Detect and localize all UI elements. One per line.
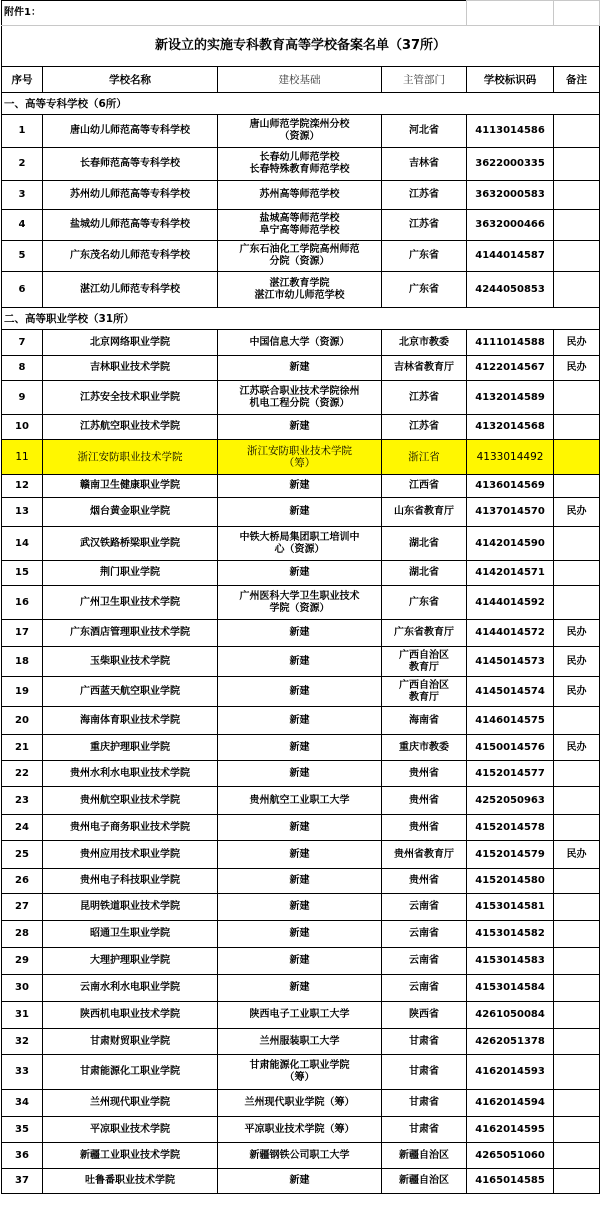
cell-basis: 新建: [218, 869, 382, 894]
cell-school-name: 陕西机电职业技术学院: [43, 1002, 218, 1029]
cell-department: 贵州省: [382, 761, 467, 787]
cell-basis: 新建: [218, 841, 382, 869]
cell-note: [554, 181, 600, 210]
cell-department: 江西省: [382, 475, 467, 498]
cell-code: 4244050853: [467, 272, 554, 308]
table-row: [2, 1117, 600, 1143]
cell-school-name: 重庆护理职业学院: [43, 735, 218, 761]
cell-note: [554, 440, 600, 475]
table-row: [2, 475, 600, 498]
header-name: 学校名称: [43, 67, 218, 93]
cell-department: 甘肃省: [382, 1117, 467, 1143]
table-row: [2, 1143, 600, 1169]
table-row: [2, 586, 600, 620]
cell-basis: 中国信息大学（资源）: [218, 330, 382, 356]
cell-school-name: 长春师范高等专科学校: [43, 148, 218, 181]
cell-no: 18: [2, 647, 43, 677]
cell-code: 3622000335: [467, 148, 554, 181]
header-no: 序号: [2, 67, 43, 93]
table-row: [2, 561, 600, 586]
cell-no: 28: [2, 921, 43, 948]
cell-basis: 新建: [218, 561, 382, 586]
cell-school-name: 北京网络职业学院: [43, 330, 218, 356]
cell-basis: 新建: [218, 498, 382, 527]
table-row: [2, 272, 600, 308]
cell-note: 民办: [554, 356, 600, 381]
attachment-row: [2, 1, 600, 26]
section-label: 一、高等专科学校（6所）: [2, 93, 600, 115]
cell-school-name: 烟台黄金职业学院: [43, 498, 218, 527]
cell-code: 4133014492: [467, 440, 554, 475]
cell-department: 北京市教委: [382, 330, 467, 356]
cell-code: 4152014579: [467, 841, 554, 869]
table-row: [2, 440, 600, 475]
table-row: [2, 415, 600, 440]
cell-school-name: 贵州应用技术职业学院: [43, 841, 218, 869]
cell-code: 4132014589: [467, 381, 554, 415]
cell-note: [554, 787, 600, 815]
cell-note: [554, 561, 600, 586]
cell-department: 甘肃省: [382, 1090, 467, 1117]
cell-note: [554, 707, 600, 735]
cell-code: 4145014574: [467, 677, 554, 707]
table-row: [2, 620, 600, 647]
cell-code: 4153014583: [467, 948, 554, 975]
cell-department: 广东省教育厅: [382, 620, 467, 647]
cell-note: 民办: [554, 735, 600, 761]
table-row: [2, 148, 600, 181]
cell-department: 江苏省: [382, 415, 467, 440]
cell-school-name: 贵州电子商务职业技术学院: [43, 815, 218, 841]
cell-note: [554, 1055, 600, 1090]
cell-basis: 兰州服装职工大学: [218, 1029, 382, 1055]
cell-department: 云南省: [382, 948, 467, 975]
cell-code: 4252050963: [467, 787, 554, 815]
cell-no: 37: [2, 1169, 43, 1194]
cell-department: 贵州省教育厅: [382, 841, 467, 869]
table-row: [2, 381, 600, 415]
cell-note: [554, 948, 600, 975]
cell-school-name: 湛江幼儿师范专科学校: [43, 272, 218, 308]
blank-cell: [467, 1, 554, 26]
table-row: [2, 707, 600, 735]
cell-school-name: 云南水利水电职业学院: [43, 975, 218, 1002]
cell-note: [554, 475, 600, 498]
cell-school-name: 兰州现代职业学院: [43, 1090, 218, 1117]
cell-code: 4162014594: [467, 1090, 554, 1117]
cell-note: [554, 1029, 600, 1055]
table-row: [2, 356, 600, 381]
cell-department: 湖北省: [382, 561, 467, 586]
cell-school-name: 平凉职业技术学院: [43, 1117, 218, 1143]
cell-note: [554, 869, 600, 894]
cell-note: [554, 894, 600, 921]
cell-school-name: 吐鲁番职业技术学院: [43, 1169, 218, 1194]
cell-no: 23: [2, 787, 43, 815]
cell-department: 广东省: [382, 241, 467, 272]
cell-no: 11: [2, 440, 43, 475]
cell-no: 32: [2, 1029, 43, 1055]
cell-note: 民办: [554, 620, 600, 647]
cell-no: 36: [2, 1143, 43, 1169]
cell-school-name: 浙江安防职业技术学院: [43, 440, 218, 475]
cell-basis: 新建: [218, 815, 382, 841]
cell-note: 民办: [554, 498, 600, 527]
cell-no: 7: [2, 330, 43, 356]
cell-basis: 新建: [218, 620, 382, 647]
cell-department: 吉林省: [382, 148, 467, 181]
header-code: 学校标识码: [467, 67, 554, 93]
cell-basis: 浙江安防职业技术学院 （筹）: [218, 440, 382, 475]
cell-no: 27: [2, 894, 43, 921]
cell-code: 4137014570: [467, 498, 554, 527]
cell-note: [554, 975, 600, 1002]
cell-basis: 新建: [218, 735, 382, 761]
cell-basis: 新建: [218, 921, 382, 948]
cell-no: 29: [2, 948, 43, 975]
cell-school-name: 贵州电子科技职业学院: [43, 869, 218, 894]
cell-department: 甘肃省: [382, 1029, 467, 1055]
cell-no: 33: [2, 1055, 43, 1090]
cell-no: 19: [2, 677, 43, 707]
cell-basis: 新建: [218, 894, 382, 921]
cell-no: 9: [2, 381, 43, 415]
cell-code: 4165014585: [467, 1169, 554, 1194]
cell-code: 3632000583: [467, 181, 554, 210]
cell-school-name: 苏州幼儿师范高等专科学校: [43, 181, 218, 210]
cell-no: 15: [2, 561, 43, 586]
cell-department: 新疆自治区: [382, 1143, 467, 1169]
cell-no: 5: [2, 241, 43, 272]
cell-basis: 广州医科大学卫生职业技术 学院（资源）: [218, 586, 382, 620]
cell-code: 4150014576: [467, 735, 554, 761]
blank-cell: [554, 1, 600, 26]
cell-department: 广西自治区 教育厅: [382, 677, 467, 707]
cell-note: [554, 1002, 600, 1029]
table-row: [2, 841, 600, 869]
cell-note: [554, 815, 600, 841]
table-row: [2, 210, 600, 241]
cell-code: 4142014590: [467, 527, 554, 561]
cell-note: [554, 210, 600, 241]
cell-code: 4144014592: [467, 586, 554, 620]
cell-basis: 新建: [218, 677, 382, 707]
cell-basis: 广东石油化工学院高州师范 分院（资源）: [218, 241, 382, 272]
cell-department: 江苏省: [382, 381, 467, 415]
cell-no: 3: [2, 181, 43, 210]
cell-basis: 湛江教育学院 湛江市幼儿师范学校: [218, 272, 382, 308]
cell-school-name: 昭通卫生职业学院: [43, 921, 218, 948]
cell-school-name: 海南体育职业技术学院: [43, 707, 218, 735]
cell-school-name: 唐山幼儿师范高等专科学校: [43, 115, 218, 148]
cell-note: [554, 761, 600, 787]
cell-school-name: 广东茂名幼儿师范专科学校: [43, 241, 218, 272]
table-row: [2, 869, 600, 894]
table-row: [2, 181, 600, 210]
cell-code: 3632000466: [467, 210, 554, 241]
table-row: [2, 115, 600, 148]
cell-note: 民办: [554, 841, 600, 869]
cell-department: 甘肃省: [382, 1055, 467, 1090]
table-row: [2, 735, 600, 761]
cell-code: 4146014575: [467, 707, 554, 735]
table-row: [2, 1029, 600, 1055]
cell-note: [554, 241, 600, 272]
cell-no: 8: [2, 356, 43, 381]
cell-code: 4142014571: [467, 561, 554, 586]
cell-note: [554, 415, 600, 440]
cell-no: 24: [2, 815, 43, 841]
cell-basis: 新疆钢铁公司职工大学: [218, 1143, 382, 1169]
table-row: [2, 975, 600, 1002]
cell-note: 民办: [554, 677, 600, 707]
table-row: [2, 787, 600, 815]
cell-department: 江苏省: [382, 210, 467, 241]
cell-code: 4113014586: [467, 115, 554, 148]
table-title: 新设立的实施专科教育高等学校备案名单（37所）: [2, 26, 600, 67]
cell-department: 广东省: [382, 272, 467, 308]
cell-note: [554, 115, 600, 148]
table-row: [2, 948, 600, 975]
cell-department: 云南省: [382, 975, 467, 1002]
cell-department: 广西自治区 教育厅: [382, 647, 467, 677]
cell-school-name: 荆门职业学院: [43, 561, 218, 586]
header-note: 备注: [554, 67, 600, 93]
cell-basis: 新建: [218, 707, 382, 735]
cell-no: 10: [2, 415, 43, 440]
title-row: [2, 26, 600, 67]
cell-no: 12: [2, 475, 43, 498]
cell-note: [554, 148, 600, 181]
cell-code: 4152014578: [467, 815, 554, 841]
cell-basis: 新建: [218, 948, 382, 975]
cell-no: 25: [2, 841, 43, 869]
cell-school-name: 新疆工业职业技术学院: [43, 1143, 218, 1169]
cell-school-name: 大理护理职业学院: [43, 948, 218, 975]
cell-school-name: 吉林职业技术学院: [43, 356, 218, 381]
cell-code: 4122014567: [467, 356, 554, 381]
cell-no: 20: [2, 707, 43, 735]
cell-basis: 新建: [218, 356, 382, 381]
cell-department: 贵州省: [382, 787, 467, 815]
cell-code: 4144014587: [467, 241, 554, 272]
cell-basis: 新建: [218, 761, 382, 787]
cell-department: 广东省: [382, 586, 467, 620]
cell-basis: 新建: [218, 475, 382, 498]
cell-note: [554, 1117, 600, 1143]
cell-basis: 贵州航空工业职工大学: [218, 787, 382, 815]
cell-department: 云南省: [382, 894, 467, 921]
cell-code: 4136014569: [467, 475, 554, 498]
cell-code: 4152014577: [467, 761, 554, 787]
cell-school-name: 江苏航空职业技术学院: [43, 415, 218, 440]
cell-basis: 中铁大桥局集团职工培训中 心（资源）: [218, 527, 382, 561]
cell-no: 13: [2, 498, 43, 527]
cell-basis: 新建: [218, 975, 382, 1002]
record-table: [1, 0, 600, 1194]
cell-school-name: 玉柴职业技术学院: [43, 647, 218, 677]
cell-department: 河北省: [382, 115, 467, 148]
cell-no: 6: [2, 272, 43, 308]
cell-basis: 兰州现代职业学院（筹）: [218, 1090, 382, 1117]
cell-no: 14: [2, 527, 43, 561]
table-row: [2, 1002, 600, 1029]
cell-no: 31: [2, 1002, 43, 1029]
cell-no: 4: [2, 210, 43, 241]
table-row: [2, 815, 600, 841]
cell-department: 海南省: [382, 707, 467, 735]
cell-department: 山东省教育厅: [382, 498, 467, 527]
cell-note: [554, 527, 600, 561]
cell-department: 湖北省: [382, 527, 467, 561]
cell-note: [554, 1090, 600, 1117]
table-row: [2, 1169, 600, 1194]
cell-school-name: 甘肃财贸职业学院: [43, 1029, 218, 1055]
cell-school-name: 江苏安全技术职业学院: [43, 381, 218, 415]
cell-department: 重庆市教委: [382, 735, 467, 761]
cell-note: [554, 272, 600, 308]
cell-code: 4144014572: [467, 620, 554, 647]
cell-school-name: 广西蓝天航空职业学院: [43, 677, 218, 707]
cell-department: 新疆自治区: [382, 1169, 467, 1194]
cell-school-name: 盐城幼儿师范高等专科学校: [43, 210, 218, 241]
cell-school-name: 广州卫生职业技术学院: [43, 586, 218, 620]
cell-no: 1: [2, 115, 43, 148]
cell-code: 4153014582: [467, 921, 554, 948]
table-row: [2, 330, 600, 356]
table-row: [2, 761, 600, 787]
cell-basis: 苏州高等师范学校: [218, 181, 382, 210]
cell-basis: 江苏联合职业技术学院徐州 机电工程分院（资源）: [218, 381, 382, 415]
table-row: [2, 1055, 600, 1090]
cell-no: 21: [2, 735, 43, 761]
cell-basis: 唐山师范学院滦州分校 （资源）: [218, 115, 382, 148]
cell-basis: 陕西电子工业职工大学: [218, 1002, 382, 1029]
header-dept: 主管部门: [382, 67, 467, 93]
cell-note: [554, 921, 600, 948]
cell-no: 35: [2, 1117, 43, 1143]
cell-code: 4162014593: [467, 1055, 554, 1090]
table-row: [2, 241, 600, 272]
cell-school-name: 昆明铁道职业技术学院: [43, 894, 218, 921]
table-row: [2, 894, 600, 921]
cell-code: 4153014584: [467, 975, 554, 1002]
cell-note: 民办: [554, 330, 600, 356]
cell-code: 4145014573: [467, 647, 554, 677]
cell-basis: 平凉职业技术学院（筹）: [218, 1117, 382, 1143]
table-row: [2, 921, 600, 948]
cell-school-name: 赣南卫生健康职业学院: [43, 475, 218, 498]
cell-code: 4153014581: [467, 894, 554, 921]
cell-basis: 新建: [218, 1169, 382, 1194]
cell-code: 4162014595: [467, 1117, 554, 1143]
cell-note: [554, 1169, 600, 1194]
cell-code: 4265051060: [467, 1143, 554, 1169]
cell-department: 吉林省教育厅: [382, 356, 467, 381]
cell-department: 云南省: [382, 921, 467, 948]
cell-no: 16: [2, 586, 43, 620]
section-row: [2, 93, 600, 115]
cell-code: 4152014580: [467, 869, 554, 894]
cell-basis: 盐城高等师范学校 阜宁高等师范学校: [218, 210, 382, 241]
cell-department: 贵州省: [382, 815, 467, 841]
attachment-label: 附件1：: [2, 1, 467, 26]
section-label: 二、高等职业学校（31所）: [2, 308, 600, 330]
table-row: [2, 498, 600, 527]
cell-school-name: 贵州水利水电职业技术学院: [43, 761, 218, 787]
cell-no: 2: [2, 148, 43, 181]
cell-department: 陕西省: [382, 1002, 467, 1029]
cell-department: 贵州省: [382, 869, 467, 894]
cell-no: 26: [2, 869, 43, 894]
table-body: [2, 1, 600, 1194]
header-row: [2, 67, 600, 93]
cell-code: 4111014588: [467, 330, 554, 356]
cell-department: 江苏省: [382, 181, 467, 210]
cell-school-name: 武汉铁路桥梁职业学院: [43, 527, 218, 561]
cell-department: 浙江省: [382, 440, 467, 475]
cell-note: [554, 1143, 600, 1169]
cell-school-name: 甘肃能源化工职业学院: [43, 1055, 218, 1090]
table-row: [2, 677, 600, 707]
cell-school-name: 广东酒店管理职业技术学院: [43, 620, 218, 647]
cell-basis: 新建: [218, 647, 382, 677]
cell-basis: 新建: [218, 415, 382, 440]
cell-note: [554, 586, 600, 620]
section-row: [2, 308, 600, 330]
cell-no: 30: [2, 975, 43, 1002]
cell-code: 4132014568: [467, 415, 554, 440]
header-basis: 建校基础: [218, 67, 382, 93]
cell-basis: 甘肃能源化工职业学院 （筹）: [218, 1055, 382, 1090]
cell-basis: 长春幼儿师范学校 长春特殊教育师范学校: [218, 148, 382, 181]
cell-note: [554, 381, 600, 415]
cell-school-name: 贵州航空职业技术学院: [43, 787, 218, 815]
cell-code: 4262051378: [467, 1029, 554, 1055]
cell-code: 4261050084: [467, 1002, 554, 1029]
cell-no: 22: [2, 761, 43, 787]
cell-note: 民办: [554, 647, 600, 677]
cell-no: 34: [2, 1090, 43, 1117]
table-row: [2, 647, 600, 677]
table-row: [2, 527, 600, 561]
cell-no: 17: [2, 620, 43, 647]
table-row: [2, 1090, 600, 1117]
